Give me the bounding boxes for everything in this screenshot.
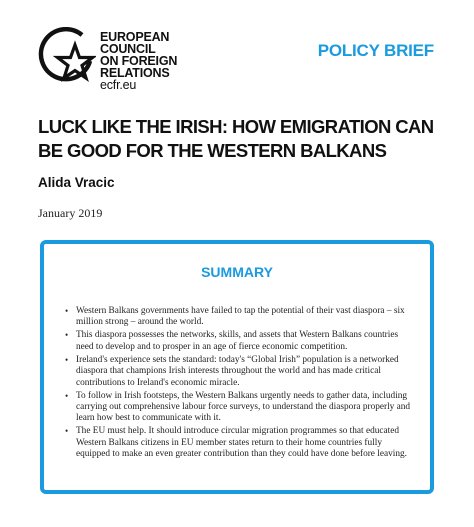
title-line: BE GOOD FOR THE WESTERN BALKANS bbox=[38, 140, 387, 161]
summary-item: • To follow in Irish footsteps, the Western Balkans urgently needs to gather data, including carrying out comprehensive labour force surveys, to understand the diaspora properly and learn how best to communicate with it. bbox=[66, 391, 416, 425]
logo-line: ON FOREIGN bbox=[100, 54, 178, 68]
summary-item: • Ireland's experience sets the standard: today's “Global Irish” population is a networked diaspora that champions Irish interests throughout the world and has made critical contributions to Ireland's economic miracle. bbox=[66, 355, 416, 389]
summary-item: • The EU must help. It should introduce circular migration programmes so that educated Western Balkans citizens in EU member states return to their home countries fully equipped to make an even greater contribution than they could have done before leaving. bbox=[66, 426, 416, 460]
ecfr-logo[interactable] bbox=[38, 27, 238, 97]
page-title bbox=[38, 115, 448, 163]
author-name: Alida Vracic bbox=[38, 175, 115, 190]
summary-box bbox=[40, 240, 434, 494]
logo-wordmark bbox=[100, 31, 177, 91]
title-line: LUCK LIKE THE IRISH: HOW EMIGRATION CAN bbox=[38, 116, 434, 137]
publication-date: January 2019 bbox=[38, 206, 103, 220]
summary-item: • This diaspora possesses the networks, skills, and assets that Western Balkans countries need to develop and to prosper in an age of fierce economic competition. bbox=[66, 330, 416, 353]
logo-line: RELATIONS bbox=[100, 66, 170, 80]
logo-line: EUROPEAN bbox=[100, 30, 170, 44]
summary-list bbox=[66, 306, 416, 462]
logo-line: COUNCIL bbox=[100, 42, 156, 56]
logo-url[interactable]: ecfr.eu bbox=[100, 78, 137, 92]
summary-item: • Western Balkans governments have failed to tap the potential of their vast diaspora – six million strong – around the world. bbox=[66, 306, 416, 329]
star-circle-icon bbox=[38, 27, 96, 85]
summary-heading: SUMMARY bbox=[201, 264, 273, 280]
document-type-label: POLICY BRIEF bbox=[317, 41, 434, 60]
